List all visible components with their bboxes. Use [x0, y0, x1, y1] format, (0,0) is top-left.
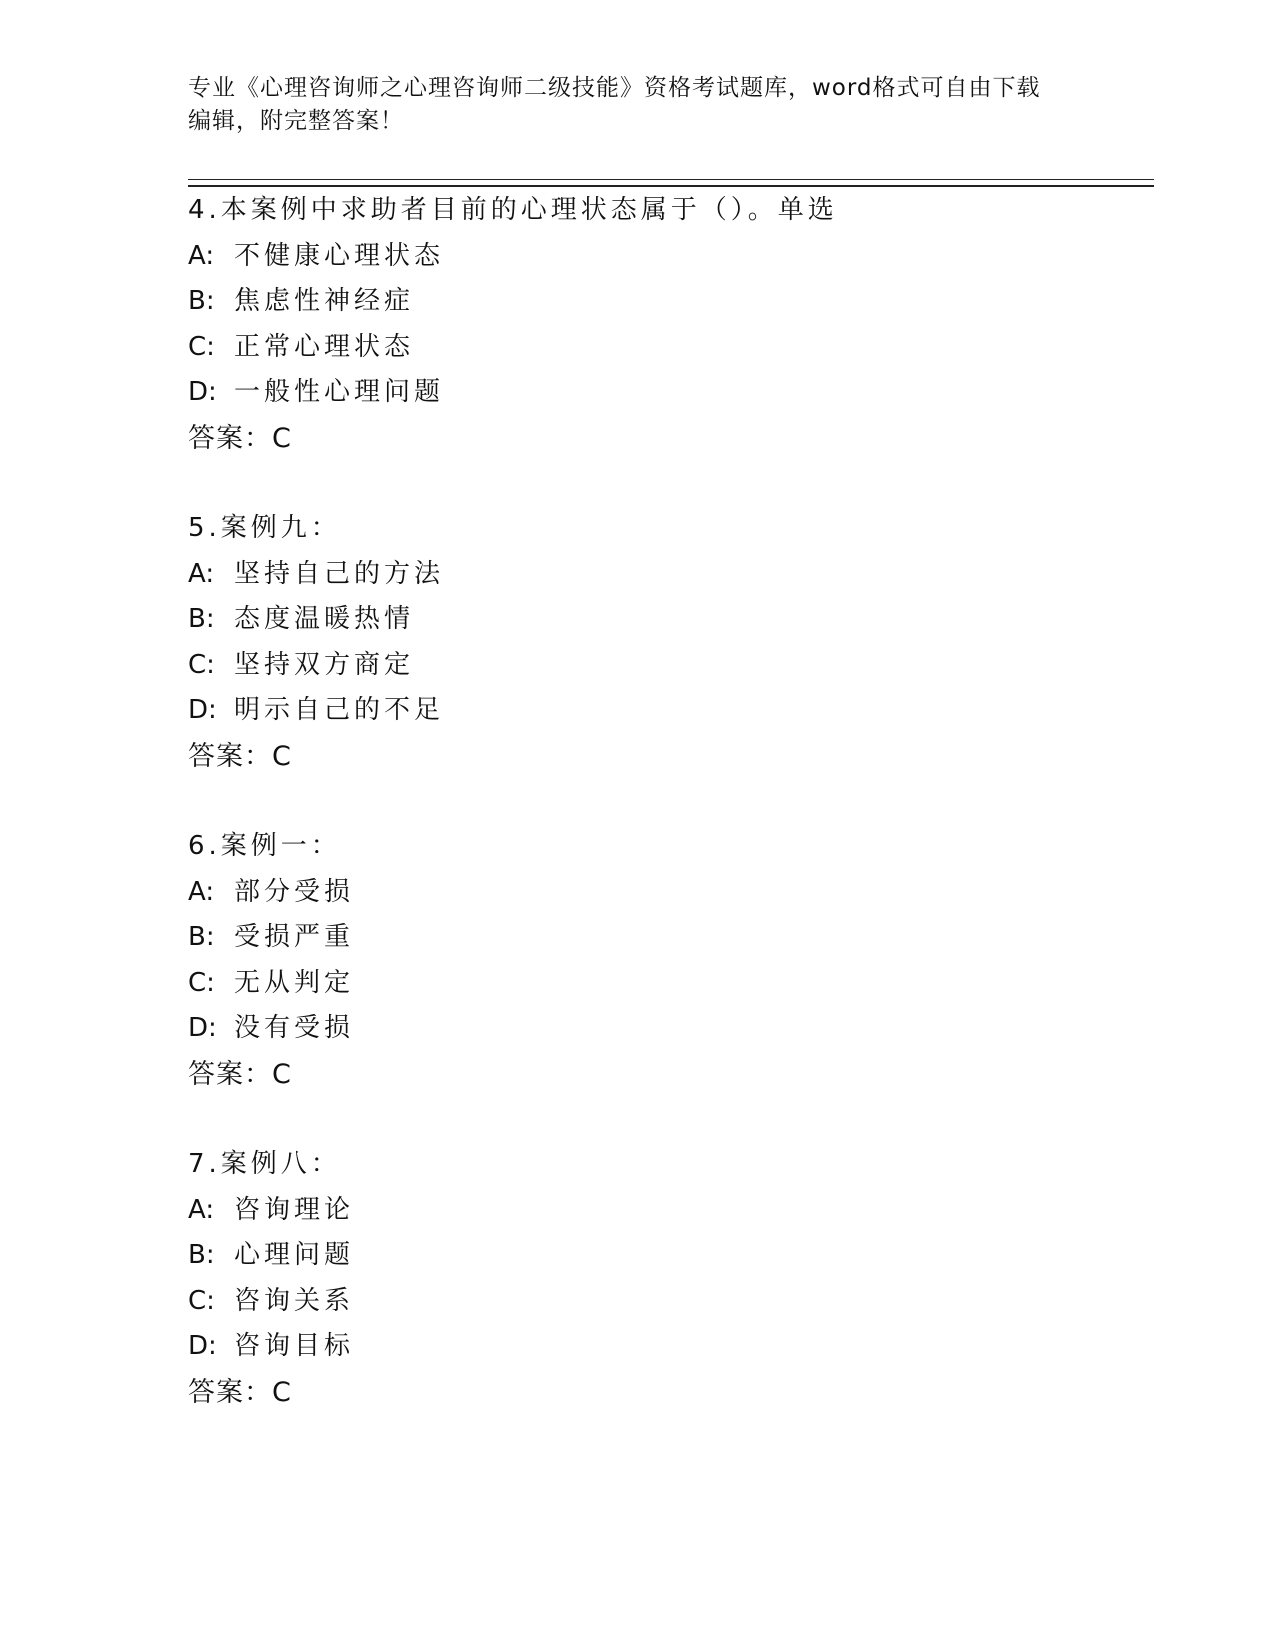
- option-letter: B:: [188, 1240, 215, 1270]
- option-text: 咨询目标: [234, 1331, 355, 1361]
- question-stem: 4.本案例中求助者目前的心理状态属于（）。单选: [188, 195, 838, 225]
- option-b: [188, 597, 1088, 643]
- option-text: 不健康心理状态: [234, 240, 445, 271]
- option-letter: B:: [188, 286, 215, 316]
- option-a: [188, 552, 1088, 598]
- question-stem: 7.案例八：: [188, 1149, 341, 1179]
- question-7: [188, 1142, 1088, 1415]
- option-b: [188, 279, 1088, 325]
- question-5: [188, 506, 1088, 779]
- answer-line: 答案：C: [188, 1376, 292, 1408]
- option-text: 没有受损: [234, 1013, 355, 1043]
- answer-line: 答案：C: [188, 1058, 292, 1090]
- question-6: [188, 824, 1088, 1097]
- option-letter: D:: [188, 377, 217, 407]
- option-text: 无从判定: [234, 967, 355, 998]
- option-letter: A:: [188, 558, 215, 589]
- option-text: 咨询理论: [234, 1194, 355, 1225]
- option-text: 坚持双方商定: [234, 649, 415, 680]
- answer-line: 答案：C: [188, 740, 292, 772]
- option-letter: D:: [188, 1013, 217, 1043]
- question-list: [188, 188, 1088, 1460]
- document-header: [188, 72, 1068, 138]
- option-b: [188, 915, 1088, 961]
- question-stem: 6.案例一：: [188, 831, 341, 861]
- header-line-1: 专业《心理咨询师之心理咨询师二级技能》资格考试题库，word格式可自由下载: [188, 75, 1041, 101]
- header-divider: [188, 179, 1154, 187]
- option-letter: B:: [188, 922, 215, 952]
- option-c: [188, 643, 1088, 689]
- option-text: 咨询关系: [234, 1285, 355, 1316]
- option-letter: A:: [188, 876, 215, 907]
- option-d: [188, 1006, 1088, 1052]
- option-text: 一般性心理问题: [234, 377, 445, 407]
- option-letter: C:: [188, 649, 215, 680]
- option-letter: C:: [188, 967, 215, 998]
- option-letter: B:: [188, 604, 215, 634]
- option-a: [188, 1188, 1088, 1234]
- option-d: [188, 1324, 1088, 1370]
- option-a: [188, 234, 1088, 280]
- option-letter: C:: [188, 331, 215, 362]
- option-text: 部分受损: [234, 876, 355, 907]
- option-letter: C:: [188, 1285, 215, 1316]
- answer-line: 答案：C: [188, 422, 292, 454]
- option-letter: D:: [188, 695, 217, 725]
- option-d: [188, 688, 1088, 734]
- option-text: 明示自己的不足: [234, 695, 445, 725]
- question-4: [188, 188, 1088, 461]
- option-text: 心理问题: [234, 1240, 355, 1270]
- option-text: 焦虑性神经症: [234, 286, 415, 316]
- option-c: [188, 325, 1088, 371]
- option-text: 正常心理状态: [234, 331, 415, 362]
- option-text: 坚持自己的方法: [234, 558, 445, 589]
- option-a: [188, 870, 1088, 916]
- option-letter: A:: [188, 1194, 215, 1225]
- option-text: 受损严重: [234, 922, 355, 952]
- header-line-2: 编辑，附完整答案！: [188, 108, 404, 134]
- option-letter: D:: [188, 1331, 217, 1361]
- question-stem: 5.案例九：: [188, 513, 341, 543]
- option-letter: A:: [188, 240, 215, 271]
- option-text: 态度温暖热情: [234, 604, 415, 634]
- option-c: [188, 961, 1088, 1007]
- option-d: [188, 370, 1088, 416]
- option-c: [188, 1279, 1088, 1325]
- option-b: [188, 1233, 1088, 1279]
